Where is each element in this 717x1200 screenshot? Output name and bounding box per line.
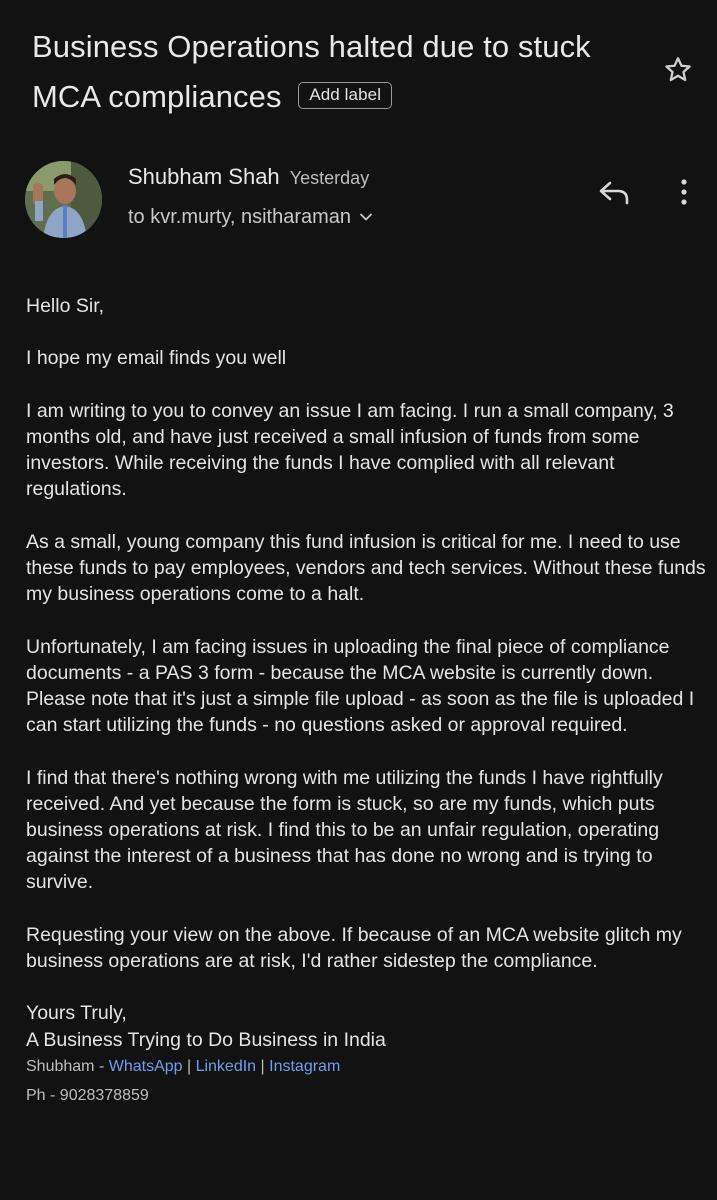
linkedin-link[interactable]: LinkedIn [195,1057,257,1075]
body-paragraph: I am writing to you to convey an issue I am facing. I run a small company, 3 months old, and have just received a small infusion of funds from some investors. While receiving the funds I have complied with all relevant regulations. [26,399,674,501]
chevron-down-icon [359,212,373,222]
closing-line: Yours Truly, [26,1002,127,1025]
sender-name[interactable]: Shubham Shah [128,164,280,189]
signature-links-row [26,1055,706,1078]
signature-phone: Ph - 9028378859 [26,1086,149,1104]
add-label-button[interactable]: Add label [298,82,392,109]
signature [26,1055,706,1107]
whatsapp-link[interactable]: WhatsApp [108,1057,183,1075]
more-vert-icon[interactable] [672,176,696,208]
avatar[interactable] [25,161,102,238]
recipients-text: to kvr.murty, nsitharaman [128,206,352,228]
body-paragraph: I find that there's nothing wrong with me utilizing the funds I have rightfully received. And yet because the form is stuck, so are my funds, which puts business operations at risk. I find this to be an unfair regulation, operating against the interest of a business that has done no wrong and is trying to survive. [26,766,663,894]
sender-info [128,163,369,192]
body-paragraph: Unfortunately, I am facing issues in uploading the final piece of compliance documents - a PAS 3 form - because the MCA website is currently down. Please note that it's just a simple file upload - as soon as the file is uploaded I can start utilizing the funds - no questions asked or approval required. [26,635,695,737]
avatar-photo [25,161,102,238]
subject-text: Business Operations halted due to stuck MCA compliances [32,29,591,114]
email-subject [32,22,632,122]
body-paragraph: As a small, young company this fund infusion is critical for me. I need to use these funds to pay employees, vendors and tech services. Without these funds my business operations come to a halt. [26,530,706,606]
signature-name: Shubham - [26,1057,109,1075]
body-paragraph: I hope my email finds you well [26,347,287,370]
star-icon[interactable] [662,54,694,86]
reply-icon[interactable] [596,176,632,208]
instagram-link[interactable]: Instagram [269,1057,341,1075]
body-paragraph: Requesting your view on the above. If because of an MCA website glitch my business operations are at risk, I'd rather sidestep the compliance. [26,923,682,972]
email-body [26,293,706,1107]
body-paragraph: Hello Sir, [26,295,105,317]
recipients-toggle[interactable] [128,203,373,231]
separator: | [182,1057,196,1075]
timestamp: Yesterday [289,168,370,188]
closing-line-2: A Business Trying to Do Business in India [26,1028,386,1051]
separator: | [256,1057,270,1075]
